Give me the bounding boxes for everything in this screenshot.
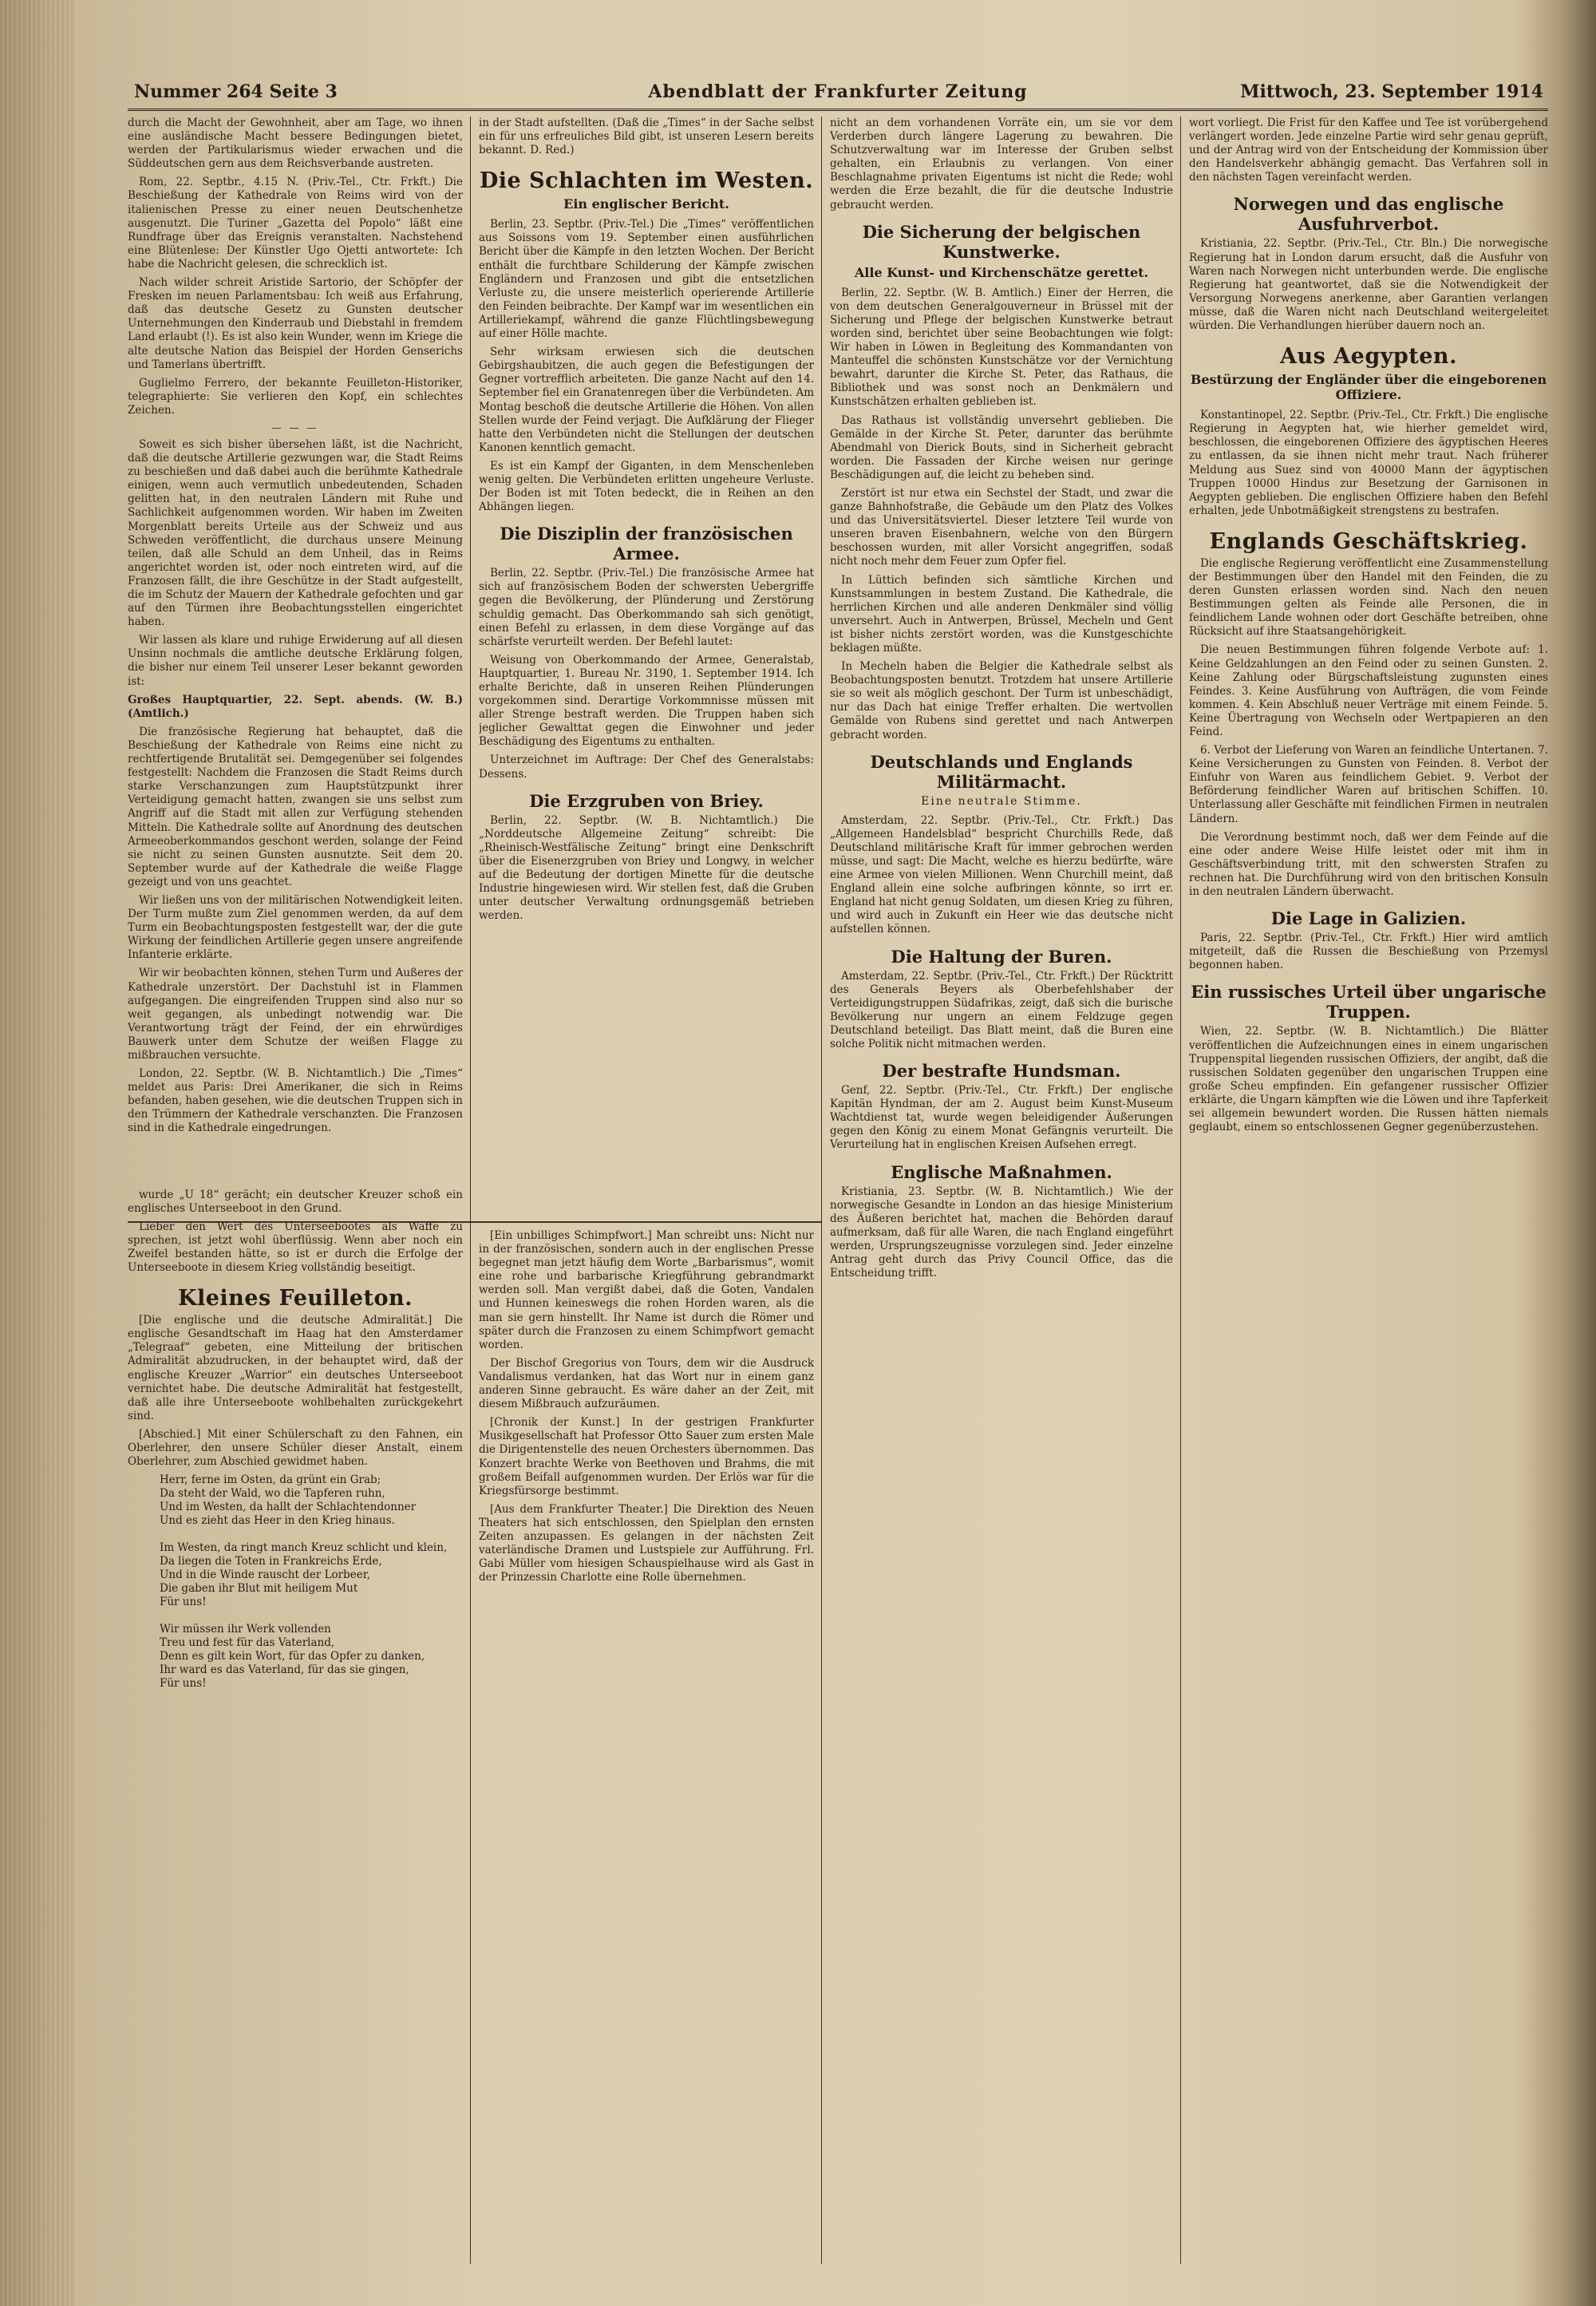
column-divider bbox=[1180, 117, 1181, 2264]
article-text: Wir lassen als klare und ruhige Erwiderung auf all diesen Unsinn nochmals die amtliche deutsche Erklärung folgen, die bisher nur einem Teil unserer Leser bekannt geworden ist: bbox=[128, 634, 463, 688]
article-subheading: Bestürzung der Engländer über die eingeborenen Offiziere. bbox=[1190, 372, 1547, 403]
article-text: In Mecheln haben die Belgier die Kathedrale selbst als Beobachtungsposten benutzt. Trotzdem hat unsere Artillerie sie so weit als möglich geschont. Der Turm ist unbeschädigt, nur das Dach hat einige Treffer erhalten. Die wertvollen Gemälde von Rubens sind gerettet und nach Antwerpen gebracht worden. bbox=[830, 660, 1173, 742]
article-text: in der Stadt aufstellten. (Daß die „Times“ in der Sache selbst ein für uns erfreuliches Bild gibt, ist unseren Lesern bereits bekannt. D. Red.) bbox=[479, 117, 814, 157]
article-heading: Deutschlands und Englands Militärmacht. bbox=[870, 751, 1133, 792]
article-text: Kristiania, 22. Septbr. (Priv.-Tel., Ctr. Bln.) Die norwegische Regierung hat in London darum ersucht, daß die Ausfuhr von Waren nach Norwegen nicht unterbunden werde. Die englische Regierung hat geantwortet, daß sie die Notwendigkeit der Versorgung Norwegens anerkenne, aber Garantien verlangen müsse, daß die Waren nicht nach Deutschland weitergeleitet würden. Die Verhandlungen hierüber dauern noch an. bbox=[1189, 237, 1548, 333]
column-divider bbox=[821, 117, 822, 2264]
article-text: Weisung von Oberkommando der Armee, Generalstab, Hauptquartier, 1. Bureau Nr. 3190, 1. September 1914. Ich erhalte Berichte, daß in unseren Reihen Plünderungen vorgekommen sind. Derartige Vorkommnisse müssen mit aller Strenge bestraft werden. Die Truppen haben sich jeglicher Gewalttat gegen die Einwohner und jeder Beschädigung des Eigentums zu enthalten. bbox=[479, 653, 814, 749]
article-subheading: Eine neutrale Stimme. bbox=[921, 794, 1082, 808]
article-heading: Englische Maßnahmen. bbox=[891, 1161, 1112, 1182]
article-text: Berlin, 23. Septbr. (Priv.-Tel.) Die „Times“ veröffentlichen aus Soissons vom 19. September einen ausführlichen Bericht über die Kämpfe in den letzten Wochen. Der Bericht enthält die furchtbare Schilderung der Kämpfe zwischen Engländern und Franzosen und gibt die entsetzlichen Verluste zu, die unsere meisterlich operierende Artillerie den Feinden beibrachte. Der Kampf war im wesentlichen ein Artilleriekampf, während die ganze Flüchtlingsbewegung auf einer Hölle machte. bbox=[479, 218, 814, 341]
book-binding-edge bbox=[0, 0, 76, 2306]
article-heading: Die Disziplin der französischen Armee. bbox=[500, 524, 793, 564]
masthead bbox=[128, 80, 1548, 111]
article-heading: Die Erzgruben von Briey. bbox=[529, 790, 764, 811]
article-heading: Aus Aegypten. bbox=[1280, 344, 1457, 370]
article-text: Sehr wirksam erwiesen sich die deutschen Gebirgshaubitzen, die auch gegen die Befestigungen der Gegner vortrefflich arbeiteten. Die ganze Nacht auf den 14. September fiel ein Granatenregen über die Verbündeten. Am Montag beschoß die deutsche Artillerie die Höhen. Von allen Stellen wurde der Feind verjagt. Die Aufklärung der Flieger hatte den Verbündeten nicht die Stellungen der deutschen Kanonen kenntlich gemacht. bbox=[479, 346, 814, 454]
column-4 bbox=[1189, 117, 1548, 2264]
article-text: Unterzeichnet im Auftrage: Der Chef des Generalstabs: Dessens. bbox=[479, 754, 814, 781]
article-text: Wir ließen uns von der militärischen Notwendigkeit leiten. Der Turm mußte zum Ziel genommen werden, da auf dem Turm ein Beobachtungsposten festgestellt war, der die gute Wirkung der feindlichen Artillerie gegen unsere angreifende Infanterie erklärte. bbox=[128, 893, 463, 962]
article-text: Das Rathaus ist vollständig unversehrt geblieben. Die Gemälde in der Kirche St. Peter, darunter das berühmte Abendmahl von Dierick Bouts, sind in Sicherheit gebracht worden. Die Fassaden der Kirche weisen nur geringe Beschädigungen auf, die leicht zu beheben sind. bbox=[830, 413, 1173, 481]
article-text: London, 22. Septbr. (W. B. Nichtamtlich.) Die „Times“ meldet aus Paris: Drei Amerikaner, die sich in Reims befanden, haben gesehen, wie die deutschen Truppen sich in den Trümmern der Kathedrale verschanzten. Die Franzosen sind in die Kathedrale eingedrungen. bbox=[128, 1067, 463, 1135]
article-heading: Die Haltung der Buren. bbox=[891, 946, 1112, 967]
article-text: [Chronik der Kunst.] In der gestrigen Frankfurter Musikgesellschaft hat Professor Otto Sauer zum ersten Male die Dirigentenstelle des neuen Orchesters übernommen. Das Konzert brachte Werke von Beethoven und Brahms, die mit großem Beifall aufgenommen wurden. Der Erlös war für die Kriegsfürsorge bestimmt. bbox=[479, 1416, 814, 1497]
article-text: Paris, 22. Septbr. (Priv.-Tel., Ctr. Frkft.) Hier wird amtlich mitgeteilt, daß die Russen die Beschießung von Przemysl begonnen haben. bbox=[1189, 931, 1548, 972]
article-heading: Die Sicherung der belgischen Kunstwerke. bbox=[862, 221, 1141, 262]
article-text: Genf, 22. Septbr. (Priv.-Tel., Ctr. Frkft.) Der englische Kapitän Hyndman, der am 2. August beim Kunst-Museum Wachtdienst tat, wurde wegen beleidigender Äußerungen gegen den König zu einem Monat Gefängnis verurteilt. Die Verurteilung hat in englischen Kreisen Aufsehen erregt. bbox=[830, 1084, 1173, 1152]
feuilleton-column bbox=[479, 1229, 814, 2267]
article-text: Der Bischof Gregorius von Tours, dem wir die Ausdruck Vandalismus verdanken, hat das Wort nur in einem ganz anderen Sinne gebraucht. Es wäre daher an der Zeit, mit diesem Mißbrauch aufzuräumen. bbox=[479, 1356, 814, 1411]
column-3 bbox=[830, 117, 1173, 2264]
article-text: Die Verordnung bestimmt noch, daß wer dem Feinde auf die eine oder andere Weise Hilfe leistet oder mit ihm in Geschäftsverbindung tritt, mit den schwersten Strafen zu rechnen hat. Die Durchführung wird von den britischen Konsuln in den neutralen Ländern überwacht. bbox=[1189, 830, 1548, 899]
column-1 bbox=[128, 117, 463, 2264]
article-text: Nach wilder schreit Aristide Sartorio, der Schöpfer der Fresken im neuen Parlamentsbau: Ich weiß aus Erfahrung, daß das deutsche Gesetz zu Gunsten deutscher Unternehmungen den Kinderraub und Diebstahl in fremdem Land erlaubt (!). Es ist also kein Wunder, wenn im Kriege die alte deutsche Nation das Beispiel der Horden Genserichs und Tamerlans übertrifft. bbox=[128, 276, 463, 371]
article-text: 6. Verbot der Lieferung von Waren an feindliche Untertanen. 7. Keine Versicherungen zu Gunsten von Feinden. 8. Verbot der Einfuhr von Waren aus feindlichem Gebiet. 9. Verbot der Beförderung feindlicher Waren auf britischen Schiffen. 10. Unterlassung aller Geschäfte mit feindlichen Firmen in neutralen Ländern. bbox=[1189, 744, 1548, 825]
page-number: Nummer 264 Seite 3 bbox=[134, 81, 338, 102]
separator: — — — bbox=[271, 421, 319, 433]
article-text: Rom, 22. Septbr., 4.15 N. (Priv.-Tel., Ctr. Frkft.) Die Beschießung der Kathedrale von Reims wird von der italienischen Presse zu einer neuen Deutschenhetze ausgenutzt. Die Turiner „Gazetta del Popolo“ läßt eine Rundfrage über das Ereignis veranstalten. Nachstehend eine Blütenlese: Der Künstler Ugo Ojetti antwortete: Ich habe die Nachricht gelesen, die schrecklich ist. bbox=[128, 176, 463, 271]
article-heading: Englands Geschäftskrieg. bbox=[1209, 528, 1528, 554]
column-2 bbox=[479, 117, 814, 1218]
article-text: Berlin, 22. Septbr. (W. B. Nichtamtlich.) Die „Norddeutsche Allgemeine Zeitung“ schreibt: Die „Rheinisch-Westfälische Zeitung“ bringt eine Denkschrift über die Eisenerzgruben von Briey und Longwy, in welcher auf die Bedeutung der dortigen Minette für die deutsche Industrie hingewiesen wird. Wir stellen fest, daß die Gruben unter deutscher Verwaltung ordnungsgemäß betrieben werden. bbox=[479, 813, 814, 923]
article-text: [Ein unbilliges Schimpfwort.] Man schreibt uns: Nicht nur in der französischen, sondern auch in der englischen Presse begegnet man jetzt häufig dem Worte „Barbarismus“, womit eine rohe und barbarische Kriegführung gebrandmarkt werden soll. Man vergißt dabei, daß die Goten, Vandalen und Hunnen keineswegs die rohen Horden waren, als die man sie gern hinstellt. Ihr Name ist durch die Römer und später durch die Franzosen zu einem Schimpfwort gemacht worden. bbox=[479, 1229, 814, 1351]
newspaper-title: Abendblatt der Frankfurter Zeitung bbox=[648, 81, 1028, 102]
article-text: nicht an dem vorhandenen Vorräte ein, um sie vor dem Verderben durch längere Lagerung zu bewahren. Die Schutzverwaltung war im Interesse der Gruben selbst gehalten, ein Erlaubnis zu verlangen. Von einer Beschlagnahme privaten Eigentums ist nicht die Rede; wohl werden die Erze bezahlt, die für die deutsche Industrie gebraucht werden. bbox=[830, 117, 1173, 212]
article-text: Amsterdam, 22. Septbr. (Priv.-Tel., Ctr. Frkft.) Der Rücktritt des Generals Beyers als Oberbefehlshaber der Verteidigungstruppen Südafrikas, zeigt, daß sich die burische Bevölkerung nur ungern an einem Feldzuge gegen Deutschland beteiligt. Das Blatt meint, daß die Buren eine solche Politik nicht mitmachen werden. bbox=[830, 969, 1173, 1050]
article-text: Berlin, 22. Septbr. (W. B. Amtlich.) Einer der Herren, die von dem deutschen Generalgouverneur in Brüssel mit der Sicherung und Pflege der belgischen Kunstwerke betraut worden sind, berichtet über seine Beobachtungen wie folgt: Wir haben in Löwen in Begleitung des Kommandanten von Manteuffel die schönsten Kunstschätze vor der Vernichtung bewahrt, darunter die Kirche St. Peter, das Rathaus, die Bibliothek und was sonst noch an Denkmälern und Kunstschätzen erhalten geblieben ist. bbox=[830, 286, 1173, 409]
column-divider bbox=[470, 117, 471, 2264]
article-text: [Abschied.] Mit einer Schülerschaft zu den Fahnen, ein Oberlehrer, den unsere Schüler dieser Anstalt, einem Oberlehrer, zum Abschied gewidmet haben. bbox=[128, 1427, 463, 1469]
article-subheading: Alle Kunst- und Kirchenschätze gerettet. bbox=[854, 264, 1149, 280]
article-heading: Der bestrafte Hundsman. bbox=[882, 1061, 1121, 1082]
article-subheading: Ein englischer Bericht. bbox=[563, 196, 729, 212]
article-text: [Die englische und die deutsche Admiralität.] Die englische Gesandtschaft im Haag hat den Amsterdamer „Telegraaf“ gebeten, eine Mitteilung der britischen Admiralität abzudrucken, in der behauptet wird, daß der englische Kreuzer „Warrior“ ein deutsches Unterseeboot vernichtet habe. Die deutsche Admiralität hat festgestellt, daß alle ihre Unterseeboote wohlbehalten zurückgekehrt sind. bbox=[128, 1314, 463, 1422]
dateline-heading: Großes Hauptquartier, 22. Sept. abends. (W. B.) (Amtlich.) bbox=[128, 693, 463, 720]
issue-date: Mittwoch, 23. September 1914 bbox=[1240, 81, 1543, 102]
article-text: Es ist ein Kampf der Giganten, in dem Menschenleben wenig gelten. Die Verbündeten erlitten ungeheure Verluste. Der Boden ist mit Toten bedeckt, die in Reihen an den Abhängen liegen. bbox=[479, 459, 814, 514]
article-text: Guglielmo Ferrero, der bekannte Feuilleton-Historiker, telegraphierte: Sie verlieren den Kopf, ein schlechtes Zeichen. bbox=[128, 376, 463, 417]
article-text: durch die Macht der Gewohnheit, aber am Tage, wo ihnen eine ausländische Macht bessere Bedingungen bietet, werden der Partikularismus wieder erwachen und die Süddeutschen gern aus dem Reichsverbande austreten. bbox=[128, 117, 463, 171]
article-text: Wien, 22. Septbr. (W. B. Nichtamtlich.) Die Blätter veröffentlichen die Aufzeichnungen eines in einem ungarischen Truppenspital liegenden russischen Offiziers, der angibt, daß die russischen Soldaten gegenüber den ungarischen Truppen eine große Scheu empfinden. Ein gefangener russischer Offizier erklärte, die Ungarn kämpften wie die Löwen und ihre Tapferkeit sei allgemein bewundert worden. Die Russen hätten niemals geglaubt, einem so entschlossenen Gegner gegenüberzustehen. bbox=[1189, 1025, 1548, 1134]
article-text: Die neuen Bestimmungen führen folgende Verbote auf: 1. Keine Geldzahlungen an den Feind oder zu seinen Gunsten. 2. Keine Zahlung oder Bürgschaftsleistung zugunsten eines Feindes. 3. Keine Ausführung von Aufträgen, die vom Feinde kommen. 4. Kein Abschluß neuer Verträge mit einem Feinde. 5. Keine Übertragung von Wechseln oder Wertpapieren an den Feind. bbox=[1189, 643, 1548, 738]
article-text: Amsterdam, 22. Septbr. (Priv.-Tel., Ctr. Frkft.) Das „Allgemeen Handelsblad“ bespricht Churchills Rede, daß Deutschland militärische Kraft für immer gebrochen werden müsse, und sagt: Die Macht, welche es hierzu bedürfte, wäre eine Armee von vielen Millionen. Wenn Churchill meint, daß England allein eine solche aufbringen könnte, so irrt er. England hat nicht genug Soldaten, um diesen Krieg zu führen, und wird auch in Zukunft ein Heer wie das deutsche nicht aufstellen können. bbox=[830, 813, 1173, 936]
article-text: Soweit es sich bisher übersehen läßt, ist die Nachricht, daß die deutsche Artillerie gezwungen war, die Stadt Reims zu beschießen und daß dabei auch die berühmte Kathedrale einigen, wenn auch vermutlich unbedeutenden, Schaden gelitten hat, in den neutralen Ländern mit Ruhe und Sachlichkeit aufgenommen worden. Wir haben im Zweiten Morgenblatt bereits Urteile aus der Schweiz und aus Schweden veröffentlicht, die durchaus unsere Meinung teilen, daß alle Schuld an dem Unheil, das in Reims angerichtet worden ist, oder noch eintreten wird, auf die Franzosen fällt, die ihre Geschütze in der Stadt aufgestellt, die im Schutz der Mauern der Kathedrale gefochten und gar auf den Türmen ihre Beobachtungsstellen eingerichtet haben. bbox=[128, 437, 463, 629]
article-text: Konstantinopel, 22. Septbr. (Priv.-Tel., Ctr. Frkft.) Die englische Regierung in Aegypten hat, wie hierher gemeldet wird, beschlossen, die eingeborenen Offiziere des ägyptischen Heeres zu entlassen, da sie ihnen nicht mehr traut. Nach früherer Meldung aus Suez sind von 40000 Mann der ägyptischen Truppen 10000 Hindus zur Besetzung der Garnisonen in Aegypten geblieben. Die englischen Offiziere haben den Befehl erhalten, jede Unbotmäßigkeit strengstens zu bestrafen. bbox=[1189, 409, 1548, 517]
article-text: Wir wir beobachten können, stehen Turm und Außeres der Kathedrale unzerstört. Der Dachstuhl ist in Flammen aufgegangen. Die eingreifenden Truppen sind also nur so weit gegangen, als unbedingt notwendig war. Die Verantwortung trägt der Feind, der ein ehrwürdiges Bauwerk unter dem Schutze der weißen Flagge zu mißbrauchen versuchte. bbox=[128, 967, 463, 1062]
article-text: wort vorliegt. Die Frist für den Kaffee und Tee ist vorübergehend verlängert worden. Jede einzelne Partie wird sehr genau geprüft, und der Antrag wird von der Entscheidung der Kommission über den Handelsverkehr abhängig gemacht. Das Verfahren soll in den nächsten Tagen vereinfacht werden. bbox=[1189, 117, 1548, 184]
article-heading: Norwegen und das englische Ausfuhrverbot. bbox=[1233, 194, 1504, 235]
poem: Herr, ferne im Osten, da grünt ein Grab; Da steht der Wald, wo die Tapferen ruhn, Und im Westen, da hallt der Schlachtendonner Und es zieht das Heer in den Krieg hinaus. Im Westen, da ringt manch Kreuz schlicht und klein, Da liegen die Toten in Frankreichs Erde, Und in die Winde rauscht der Lorbeer, Die gaben ihr Blut mit heiligem Mut Für uns! Wir müssen ihr Werk vollenden Treu und fest für das Vaterland, Denn es gilt kein Wort, für das Opfer zu danken, Ihr ward es das Vaterland, für das sie gingen, Für uns! bbox=[160, 1473, 448, 1691]
article-heading: Die Lage in Galizien. bbox=[1270, 908, 1467, 929]
article-text: Berlin, 22. Septbr. (Priv.-Tel.) Die französische Armee hat sich auf französischem Boden der schwersten Uebergriffe gegen die Bevölkerung, der Plünderung und Zerstörung schuldig gemacht. Das Oberkommando sah sich genötigt, einen Befehl zu erlassen, in dem diese Vorgänge auf das schärfste verurteilt werden. Der Befehl lautet: bbox=[479, 567, 814, 648]
article-text: [Aus dem Frankfurter Theater.] Die Direktion des Neuen Theaters hat sich entschlossen, den Spielplan den ernsten Zeiten anzupassen. Es gelangen in der nächsten Zeit vaterländische Dramen und Lustspiele zur Aufführung. Frl. Gabi Müller vom hiesigen Schauspielhause wird als Gast in der Prinzessin Charlotte eine Rolle übernehmen. bbox=[479, 1502, 814, 1584]
article-text: Kristiania, 23. Septbr. (W. B. Nichtamtlich.) Wie der norwegische Gesandte in London an das hiesige Ministerium des Äußeren berichtet hat, machen die Behörden darauf aufmerksam, daß für alle Waren, die nach England eingeführt werden, Ursprungszeugnisse vorzulegen sind. Jeder einzelne Antrag geht durch das Privy Council Office, das die Entscheidung trifft. bbox=[830, 1185, 1173, 1280]
article-heading: Ein russisches Urteil über ungarische Truppen. bbox=[1191, 982, 1547, 1022]
article-heading: Die Schlachten im Westen. bbox=[479, 168, 814, 194]
newspaper-page bbox=[128, 80, 1548, 2267]
article-text: wurde „U 18“ gerächt; ein deutscher Kreuzer schoß ein englisches Unterseeboot in den Grund. bbox=[128, 1188, 463, 1215]
article-text: Die französische Regierung hat behauptet, daß die Beschießung der Kathedrale von Reims eine nicht zu rechtfertigende Brutalität sei. Demgegenüber sei folgendes festgestellt: Nachdem die Franzosen die Stadt Reims durch starke Verschanzungen zum Hauptstützpunkt ihrer Verteidigung gemacht hatten, zwangen sie uns selbst zum Angriff auf die Stadt mit allen zur Verfügung stehenden Mitteln. Die Kathedrale sollte auf Anordnung des deutschen Armeeoberkommandos geschont werden, solange der Feind sie nicht zu seinen Gunsten ausnutzte. Seit dem 20. September wurde auf der Kathedrale die weiße Flagge gezeigt und von uns geachtet. bbox=[128, 725, 463, 888]
feuilleton-heading: Kleines Feuilleton. bbox=[177, 1286, 413, 1311]
article-text: Die englische Regierung veröffentlicht eine Zusammenstellung der Bestimmungen über den Handel mit den Feinden, die zu deren Gunsten erlassen worden sind. Nach den neuen Bestimmungen gelten als Feinde alle Personen, die in feindlichem Lande wohnen oder dort Geschäfte betreiben, ohne Rücksicht auf ihre Staatsangehörigkeit. bbox=[1189, 556, 1548, 639]
article-text: Lieber den Wert des Unterseebootes als Waffe zu sprechen, ist jetzt wohl überflüssig. Wenn aber noch ein Zweifel bestanden hätte, so ist er durch die Erfolge der Unterseeboote in diesem Krieg vollständig beseitigt. bbox=[128, 1220, 463, 1275]
article-text: Zerstört ist nur etwa ein Sechstel der Stadt, und zwar die ganze Bahnhofstraße, die Gebäude um den Platz des Volkes und das Universitätsviertel. Dieser letztere Teil wurde von unseren braven Eisenbahnern, welche von den Bürgern beschossen wurden, mit aller Vorsicht angegriffen, sodaß nicht noch mehr dem Feuer zum Opfer fiel. bbox=[830, 486, 1173, 568]
article-text: In Lüttich befinden sich sämtliche Kirchen und Kunstsammlungen in bestem Zustand. Die Kathedrale, die herrlichen Kirchen und alle anderen Denkmäler sind völlig unversehrt. Auch in Antwerpen, Brüssel, Mecheln und Gent ist bisher nichts zerstört worden, was die Kunstgeschichte beklagen müßte. bbox=[830, 573, 1173, 655]
